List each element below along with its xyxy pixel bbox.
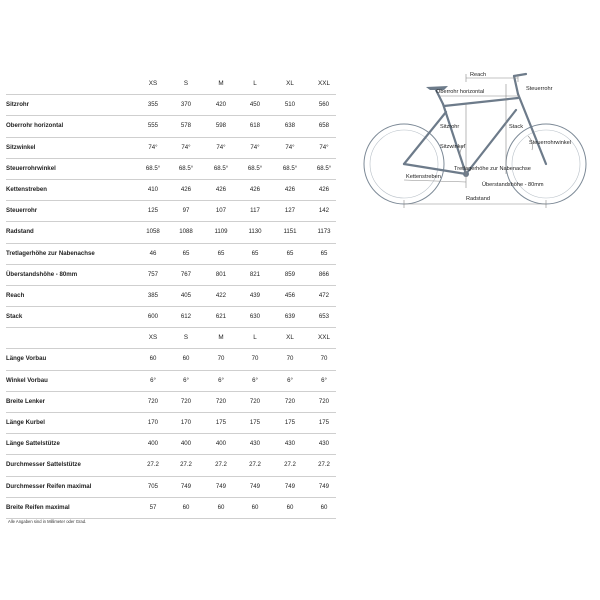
cell-value: 420 <box>215 101 227 109</box>
table-row <box>6 413 336 434</box>
cell-value: 127 <box>284 207 296 215</box>
cell-value: 125 <box>147 207 159 215</box>
size-header: S <box>183 334 189 342</box>
cell-value: 60 <box>251 503 259 511</box>
cell-value: 97 <box>182 207 190 215</box>
cell-value: 639 <box>284 313 296 321</box>
cell-value: 749 <box>284 482 296 490</box>
row-label: Tretlagerhöhe zur Nabenachse <box>6 249 95 257</box>
cell-value: 175 <box>215 419 227 426</box>
cell-value: 410 <box>147 185 159 193</box>
cell-value: 560 <box>318 101 330 109</box>
cell-value: 46 <box>149 249 157 257</box>
row-label: Durchmesser Reifen maximal <box>6 482 92 490</box>
cell-value: 60 <box>286 503 294 511</box>
cell-value: 600 <box>147 313 159 321</box>
cell-value: 74° <box>285 143 295 151</box>
label-stack: Stack <box>509 124 523 130</box>
cell-value: 117 <box>250 207 260 215</box>
cell-value: 472 <box>318 291 330 299</box>
label-sitzwinkel: Sitzwinkel <box>440 144 465 150</box>
size-header: M <box>218 80 224 87</box>
cell-value: 170 <box>180 419 192 426</box>
cell-value: 821 <box>249 270 261 278</box>
cell-value: 450 <box>249 101 261 109</box>
row-label: Länge Sattelstütze <box>6 440 60 448</box>
cell-value: 74° <box>148 143 158 151</box>
table-row <box>6 244 336 265</box>
row-label: Sitzwinkel <box>6 143 36 151</box>
cell-value: 555 <box>147 122 159 130</box>
size-header: XXL <box>318 80 330 87</box>
cell-value: 1088 <box>179 228 193 236</box>
label-ueberstand: Überstandshöhe - 80mm <box>482 182 544 188</box>
label-tretlager: Tretlagerhöhe zur Nabenachse <box>454 166 531 172</box>
table-row <box>6 477 336 498</box>
cell-value: 175 <box>318 419 330 426</box>
cell-value: 74° <box>250 143 260 151</box>
cell-value: 6° <box>150 376 156 384</box>
cell-value: 68.5° <box>282 164 298 172</box>
cell-value: 859 <box>284 270 296 278</box>
cell-value: 510 <box>284 101 296 109</box>
cell-value: 68.5° <box>316 164 332 172</box>
cell-value: 27.2 <box>249 461 261 469</box>
label-radstand: Radstand <box>466 196 490 202</box>
cell-value: 6° <box>287 376 293 384</box>
cell-value: 757 <box>147 270 159 278</box>
cell-value: 74° <box>216 143 226 151</box>
label-sitzrohr: Sitzrohr <box>440 124 460 130</box>
cell-value: 630 <box>249 313 261 321</box>
row-label: Radstand <box>6 228 34 236</box>
cell-value: 1130 <box>248 228 262 236</box>
row-label: Oberrohr horizontal <box>6 122 64 130</box>
cell-value: 426 <box>180 185 192 193</box>
row-label: Steuerrohrwinkel <box>6 164 56 172</box>
row-label: Breite Reifen maximal <box>6 503 70 511</box>
cell-value: 175 <box>249 419 261 426</box>
cell-value: 749 <box>180 482 192 490</box>
table-row <box>6 349 336 370</box>
cell-value: 598 <box>215 122 227 130</box>
cell-value: 426 <box>318 185 330 193</box>
cell-value: 27.2 <box>318 461 330 469</box>
cell-value: 400 <box>147 440 159 448</box>
table-row <box>6 222 336 243</box>
row-label: Sitzrohr <box>6 101 30 109</box>
cell-value: 175 <box>284 419 296 426</box>
table-row <box>6 180 336 201</box>
label-kettenstreben: Kettenstreben <box>406 174 441 180</box>
cell-value: 60 <box>182 503 190 511</box>
cell-value: 68.5° <box>247 164 263 172</box>
cell-value: 65 <box>217 249 225 257</box>
cell-value: 27.2 <box>215 461 227 469</box>
cell-value: 720 <box>147 397 159 405</box>
row-label: Steuerrohr <box>6 207 38 215</box>
cell-value: 142 <box>318 207 330 215</box>
component-rows <box>6 349 336 519</box>
cell-value: 65 <box>286 249 294 257</box>
cell-value: 70 <box>286 355 294 363</box>
cell-value: 422 <box>215 291 227 299</box>
cell-value: 70 <box>217 355 225 363</box>
cell-value: 68.5° <box>145 164 161 172</box>
cell-value: 70 <box>320 355 328 363</box>
size-header: XS <box>148 80 158 87</box>
size-header: L <box>253 80 257 87</box>
cell-value: 1058 <box>146 228 160 236</box>
table-row <box>6 434 336 455</box>
table-row <box>6 286 336 307</box>
cell-value: 65 <box>182 249 190 257</box>
size-header-row-components <box>6 328 336 349</box>
cell-value: 70 <box>251 355 259 363</box>
cell-value: 60 <box>320 503 328 511</box>
table-row <box>6 265 336 286</box>
cell-value: 170 <box>147 419 159 426</box>
bike-geometry-diagram <box>356 64 596 214</box>
row-label: Kettenstreben <box>6 185 47 193</box>
geometry-table <box>6 74 336 519</box>
cell-value: 749 <box>249 482 261 490</box>
cell-value: 426 <box>215 185 227 193</box>
size-header: XXL <box>318 334 330 342</box>
cell-value: 1173 <box>317 228 331 236</box>
table-row <box>6 455 336 476</box>
cell-value: 57 <box>149 503 157 511</box>
cell-value: 27.2 <box>180 461 192 469</box>
cell-value: 720 <box>284 397 296 405</box>
row-label: Überstandshöhe - 80mm <box>6 270 78 278</box>
cell-value: 720 <box>318 397 330 405</box>
size-header-row <box>6 74 336 95</box>
cell-value: 801 <box>215 270 227 278</box>
table-row <box>6 159 336 180</box>
geometry-rows <box>6 95 336 328</box>
row-label: Länge Kurbel <box>6 419 45 426</box>
cell-value: 6° <box>252 376 258 384</box>
cell-value: 27.2 <box>147 461 159 469</box>
cell-value: 6° <box>218 376 224 384</box>
label-steuerrohrwinkel: Steuerrohrwinkel <box>529 140 571 146</box>
cell-value: 68.5° <box>213 164 229 172</box>
cell-value: 370 <box>180 101 192 109</box>
row-label: Winkel Vorbau <box>6 376 48 384</box>
cell-value: 405 <box>180 291 192 299</box>
cell-value: 658 <box>318 122 330 130</box>
table-row <box>6 138 336 159</box>
table-row <box>6 95 336 116</box>
table-row <box>6 307 336 328</box>
row-label: Länge Vorbau <box>6 355 47 363</box>
cell-value: 400 <box>215 440 227 448</box>
label-reach: Reach <box>470 72 487 78</box>
cell-value: 6° <box>183 376 189 384</box>
cell-value: 1109 <box>214 228 228 236</box>
table-row <box>6 371 336 392</box>
footnote: Alle Angaben sind in Millimeter oder Grad. <box>8 519 87 524</box>
cell-value: 621 <box>215 313 227 321</box>
table-row <box>6 201 336 222</box>
cell-value: 720 <box>215 397 227 405</box>
cell-value: 60 <box>217 503 225 511</box>
cell-value: 65 <box>251 249 259 257</box>
cell-value: 107 <box>215 207 227 215</box>
row-label: Durchmesser Sattelstütze <box>6 461 81 469</box>
cell-value: 720 <box>180 397 192 405</box>
cell-value: 618 <box>249 122 261 130</box>
cell-value: 74° <box>181 143 191 151</box>
cell-value: 638 <box>284 122 296 130</box>
table-row <box>6 498 336 519</box>
cell-value: 578 <box>180 122 192 130</box>
size-header: L <box>253 334 257 342</box>
cell-value: 612 <box>180 313 192 321</box>
cell-value: 866 <box>318 270 330 278</box>
row-label: Breite Lenker <box>6 397 45 405</box>
cell-value: 430 <box>284 440 296 448</box>
row-label: Stack <box>6 313 23 321</box>
cell-value: 653 <box>318 313 330 321</box>
cell-value: 27.2 <box>284 461 296 469</box>
size-header: M <box>218 334 224 342</box>
cell-value: 68.5° <box>178 164 194 172</box>
table-row <box>6 116 336 137</box>
row-label: Reach <box>6 291 25 299</box>
cell-value: 426 <box>284 185 296 193</box>
cell-value: 456 <box>284 291 296 299</box>
label-oberrohr: Oberrohr horizontal <box>436 89 485 95</box>
cell-value: 426 <box>249 185 261 193</box>
cell-value: 1151 <box>283 228 297 236</box>
cell-value: 400 <box>180 440 192 448</box>
cell-value: 74° <box>319 143 329 151</box>
cell-value: 705 <box>147 482 159 490</box>
label-steuerrohr: Steuerrohr <box>526 86 553 92</box>
cell-value: 355 <box>147 101 159 109</box>
cell-value: 749 <box>318 482 330 490</box>
cell-value: 65 <box>320 249 328 257</box>
cell-value: 430 <box>249 440 261 448</box>
size-header: S <box>183 80 189 87</box>
size-header: XS <box>148 334 158 342</box>
cell-value: 439 <box>249 291 261 299</box>
cell-value: 749 <box>215 482 227 490</box>
table-row <box>6 392 336 413</box>
cell-value: 6° <box>321 376 327 384</box>
cell-value: 720 <box>249 397 261 405</box>
cell-value: 767 <box>180 270 192 278</box>
cell-value: 60 <box>182 355 190 363</box>
cell-value: 385 <box>147 291 159 299</box>
size-header: XL <box>286 334 294 342</box>
cell-value: 60 <box>149 355 157 363</box>
cell-value: 430 <box>318 440 330 448</box>
size-header: XL <box>286 80 294 87</box>
